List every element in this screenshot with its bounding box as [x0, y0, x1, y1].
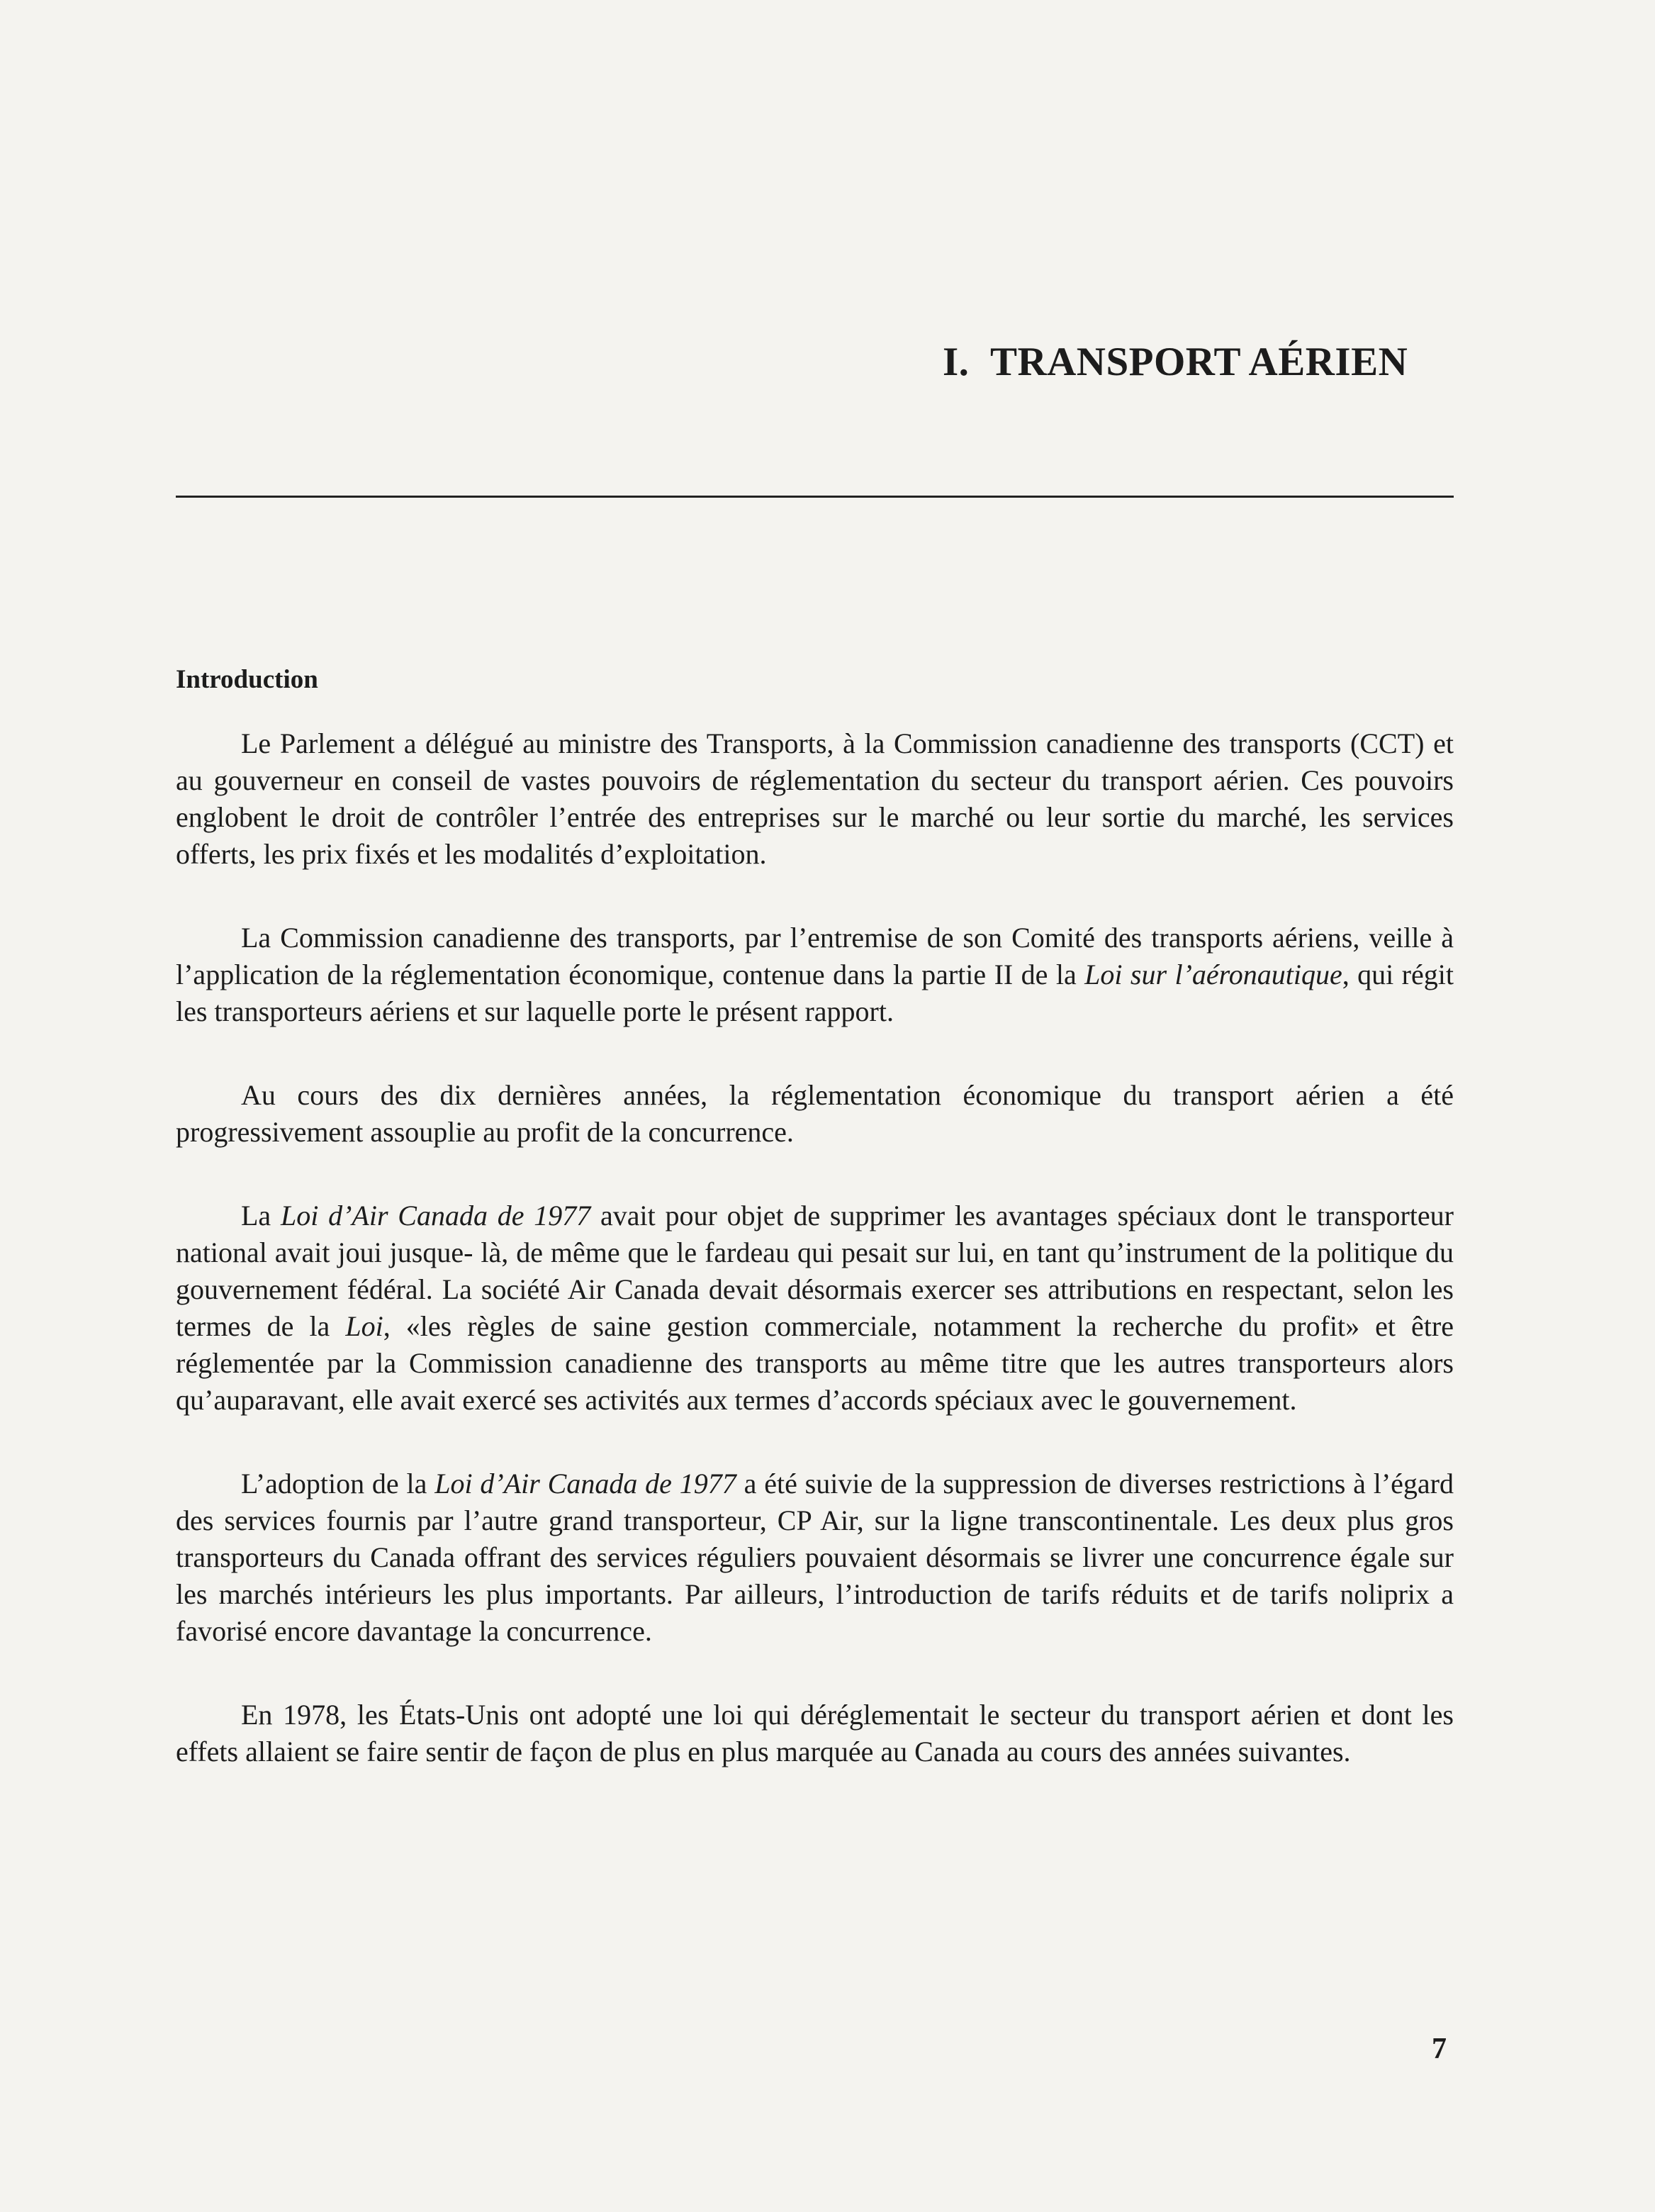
paragraph-4 — [176, 1197, 1454, 1419]
paragraph-1: Le Parlement a délégué au ministre des Transports, à la Commission canadienne des transports (CCT) et au gouverneur en conseil de vastes pouvoirs de réglementation du secteur du transport aérien. Ces pouvoirs englobent le droit de contrôler l’entrée des entreprises sur le marché ou leur sortie du marché, les services offerts, les prix fixés et les modalités d’exploitation. — [176, 727, 1454, 870]
paragraph-4-text-a: La — [241, 1200, 281, 1231]
paragraph-4-text-b: avait pour objet de supprimer les avantages spéciaux dont le transporteur national avait joui jusque- là, de même que le fardeau qui pesait sur lui, en tant qu’instrument de la politique du gouvernement fédéral. La société Air Canada devait désormais exercer ses attributions en respectant, selon les termes de la — [176, 1200, 1454, 1342]
paragraph-4-italic: Loi d’Air Canada de 1977 — [280, 1200, 591, 1231]
paragraph-2-text-a: La Commission canadienne des transports, par l’entremise de son Comité des transports aériens, veille à l’application de la réglementation économique, contenue dans la partie II de la — [176, 922, 1454, 990]
chapter-title: TRANSPORT AÉRIEN — [989, 340, 1408, 384]
chapter-number: I. — [943, 340, 970, 384]
paragraph-5 — [176, 1465, 1454, 1650]
section-title: Introduction — [176, 665, 318, 694]
paragraph-6: En 1978, les États-Unis ont adopté une loi qui déréglementait le secteur du transport aérien et dont les effets allaient se faire sentir de façon de plus en plus marquée au Canada au cours des années suivantes. — [176, 1699, 1454, 1767]
paragraph-4-text-c: , «les règles de saine gestion commerciale, notamment la recherche du profit» et être réglementée par la Commission canadienne des transports au même titre que les autres transporteurs alors qu’auparavant, elle avait exercé ses activités aux termes d’accords spéciaux avec le gouvernement. — [176, 1310, 1454, 1416]
body-text — [176, 725, 1454, 1770]
paragraph-2-text-b: , qui régit les transporteurs aériens et sur laquelle porte le présent rapport. — [176, 959, 1454, 1027]
paragraph-2-italic: Loi sur l’aéronautique — [1084, 959, 1342, 990]
paragraph-5-italic: Loi d’Air Canada de 1977 — [434, 1468, 736, 1499]
heading-divider — [176, 496, 1454, 498]
paragraph-5-text-b: a été suivie de la suppression de diverses restrictions à l’égard des services fournis par l’autre grand transporteur, CP Air, sur la ligne transcontinentale. Les deux plus gros transporteurs du Canada offrant des services réguliers pouvaient désormais se livrer une concurrence égale sur les marchés intérieurs les plus importants. Par ailleurs, l’introduction de tarifs réduits et de tarifs noliprix a favorisé encore davantage la concurrence. — [176, 1468, 1454, 1647]
paragraph-2 — [176, 920, 1454, 1030]
paragraph-4-italic-2: Loi — [345, 1310, 383, 1342]
page-number: 7 — [1432, 2033, 1447, 2065]
paragraph-5-text-a: L’adoption de la — [241, 1468, 435, 1499]
paragraph-3: Au cours des dix dernières années, la réglementation économique du transport aérien a été progressivement assouplie au profit de la concurrence. — [176, 1079, 1454, 1148]
chapter-heading — [943, 339, 1408, 385]
